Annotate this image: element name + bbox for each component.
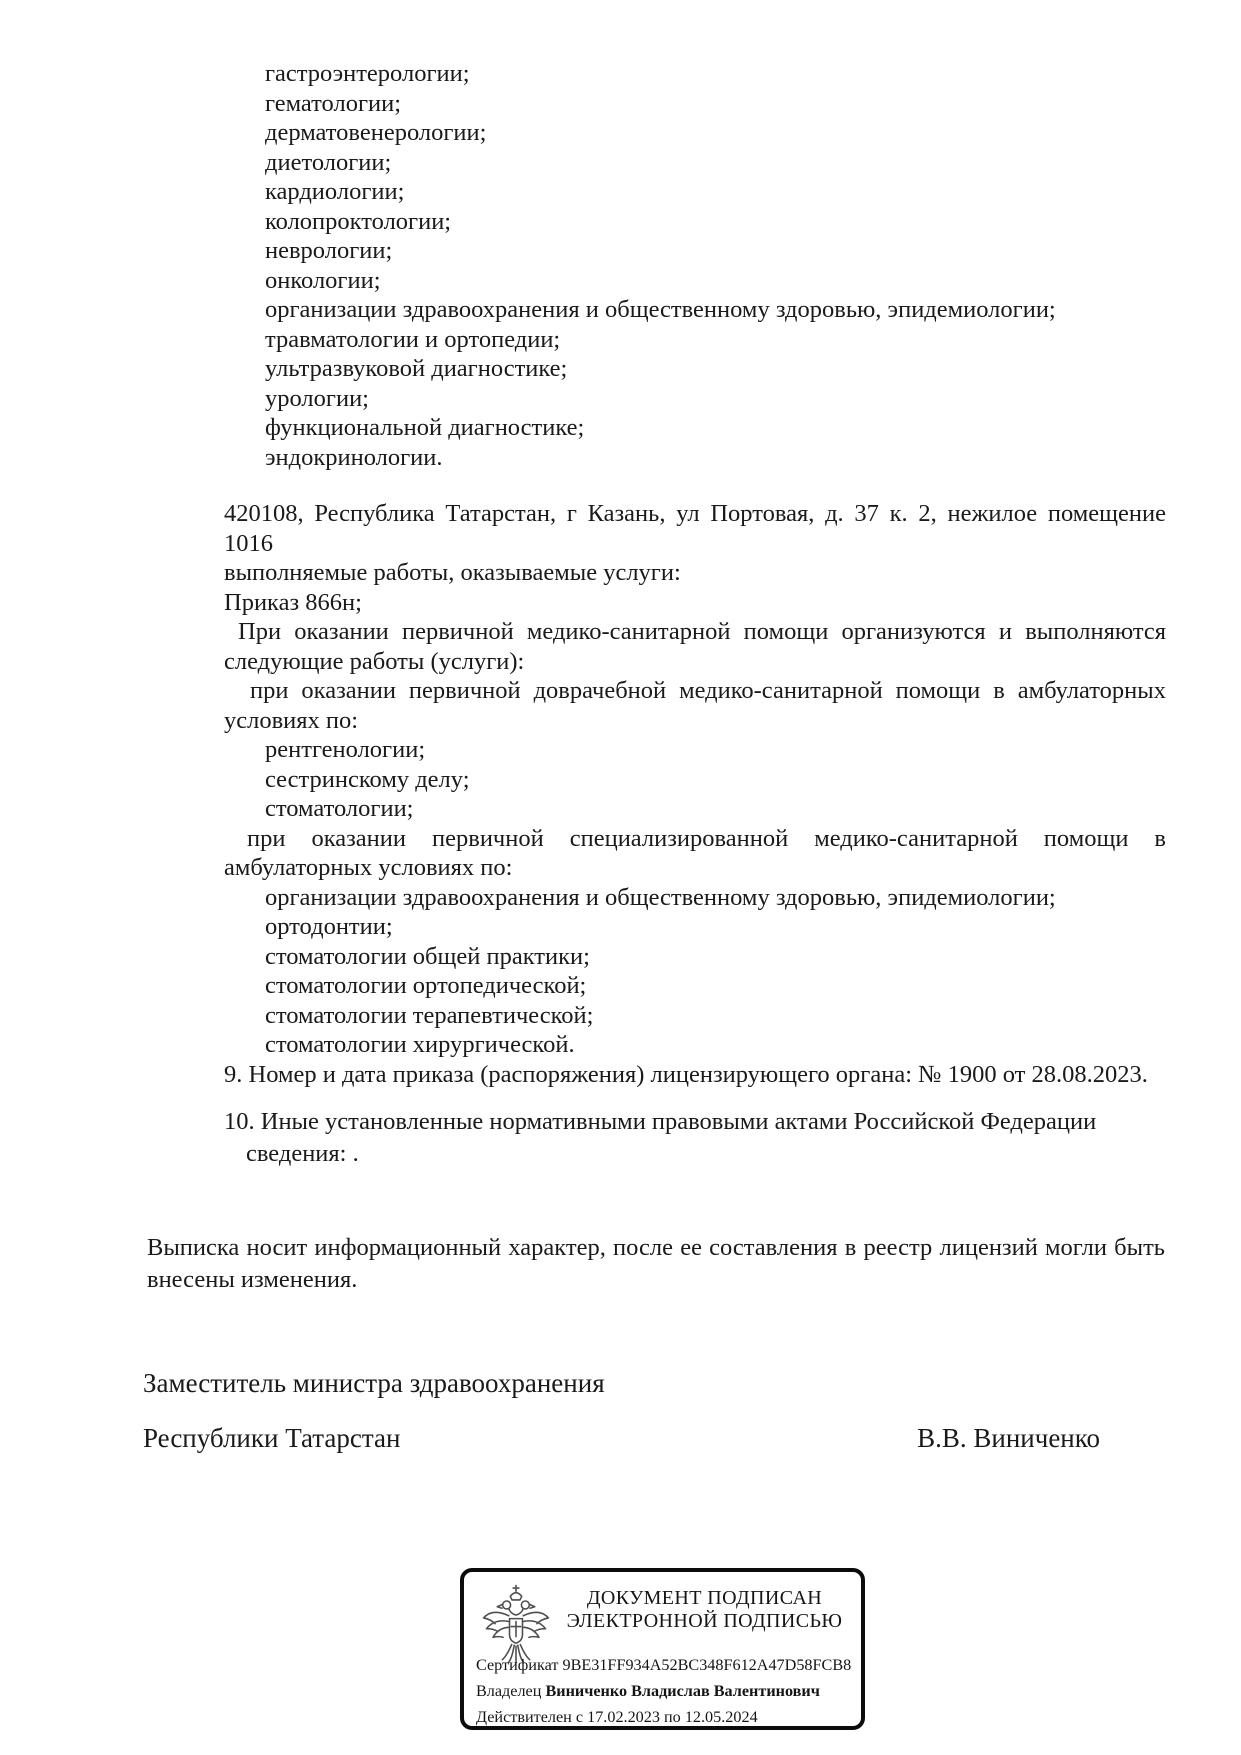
specialty-item: стоматологии ортопедической; [265,972,587,999]
signatory-region: Республики Татарстан [143,1423,401,1453]
owner-value: Виниченко Владислав Валентинович [545,1682,820,1700]
primary-specialties-list [224,59,1166,472]
notice-line: внесены изменения. [147,1266,358,1293]
specialty-item: стоматологии общей практики; [265,942,590,970]
specialty-item: онкологии; [265,266,381,294]
certificate-value: 9BE31FF934A52BC348F612A47D58FCB8 [562,1656,852,1674]
pre-medical-care-paragraph [224,676,1166,735]
primary-care-line: При оказании первичной медико-санитарной помощи организуются и выполняются [238,618,1166,645]
specialty-item: сестринскому делу; [265,765,470,793]
certificate-row [476,1652,853,1678]
stamp-title-line: ЭЛЕКТРОННОЙ ПОДПИСЬЮ [566,1610,843,1632]
specialty-item: стоматологии терапевтической; [265,1001,594,1029]
validity-value: с 17.02.2023 по 12.05.2024 [575,1708,758,1726]
clause-10-line: сведения: . [246,1140,359,1167]
specialty-item: стоматологии хирургической. [265,1031,575,1058]
main-text-column [224,59,1166,1169]
primary-care-paragraph [224,617,1166,676]
electronic-signature-stamp [460,1568,865,1730]
primary-care-line: следующие работы (услуги): [224,647,525,675]
specialized-care-paragraph [224,824,1166,883]
pre-medical-specialties-list [224,735,1166,824]
clause-10-other-info [224,1107,1166,1169]
license-address-block [224,499,1166,558]
informational-notice [147,1232,1165,1296]
signatory-position: Заместитель министра здравоохранения [143,1368,605,1398]
clause-9-order-number: 9. Номер и дата приказа (распоряжения) лицензирующего органа: № 1900 от 28.08.2023. [224,1060,1148,1088]
specialty-item: эндокринологии. [265,443,443,471]
clause-10-line: 10. Иные установленные нормативными правовыми актами Российской Федерации [224,1108,1097,1135]
notice-line: Выписка носит информационный характер, после ее составления в реестр лицензий могли быть [147,1234,1165,1261]
specialty-item: ультразвуковой диагностике; [265,355,568,382]
stamp-details [476,1652,853,1730]
specialty-item: неврологии; [265,237,393,264]
specialty-item: гематологии; [265,89,402,117]
validity-row [476,1704,853,1730]
stamp-title [560,1587,849,1633]
pre-medical-line: при оказании первичной доврачебной медико-санитарной помощи в амбулаторных [250,677,1166,704]
specialty-item: колопроктологии; [265,207,452,235]
signatory-name: В.В. Виниченко [917,1423,1100,1453]
address-line: 1016 [224,529,273,557]
specialty-item: стоматологии; [265,795,414,822]
stamp-title-line: ДОКУМЕНТ ПОДПИСАН [586,1587,823,1609]
owner-row [476,1678,853,1704]
specialty-item: организации здравоохранения и общественному здоровью, эпидемиологии; [265,296,1056,323]
specialty-item: рентгенологии; [265,736,426,763]
specialty-item: гастроэнтерологии; [265,60,470,87]
specialty-item: урологии; [265,384,369,412]
specialty-item: функциональной диагностике; [265,414,585,441]
specialty-item: диетологии; [265,148,392,176]
specialty-item: организации здравоохранения и общественному здоровью, эпидемиологии; [265,883,1056,911]
validity-label: Действителен [476,1708,572,1726]
owner-label: Владелец [476,1682,542,1700]
pre-medical-line: условиях по: [224,706,359,734]
specialized-specialties-list [224,883,1166,1060]
specialty-item: травматологии и ортопедии; [265,325,561,353]
works-services-header: выполняемые работы, оказываемые услуги: [224,559,681,586]
signature-block [143,1366,1100,1455]
specialty-item: ортодонтии; [265,913,393,940]
specialized-line: амбулаторных условиях по: [224,854,513,881]
specialty-item: кардиологии; [265,178,405,205]
address-line: 420108, Республика Татарстан, г Казань, ул Портовая, д. 37 к. 2, нежилое помещение [224,500,1166,527]
certificate-label: Сертификат [476,1656,559,1674]
specialty-item: дерматовенерологии; [265,119,487,146]
specialized-line: при оказании первичной специализированной медико-санитарной помощи в [247,824,1166,852]
order-reference: Приказ 866н; [224,588,362,616]
signatory-row [143,1421,1100,1455]
